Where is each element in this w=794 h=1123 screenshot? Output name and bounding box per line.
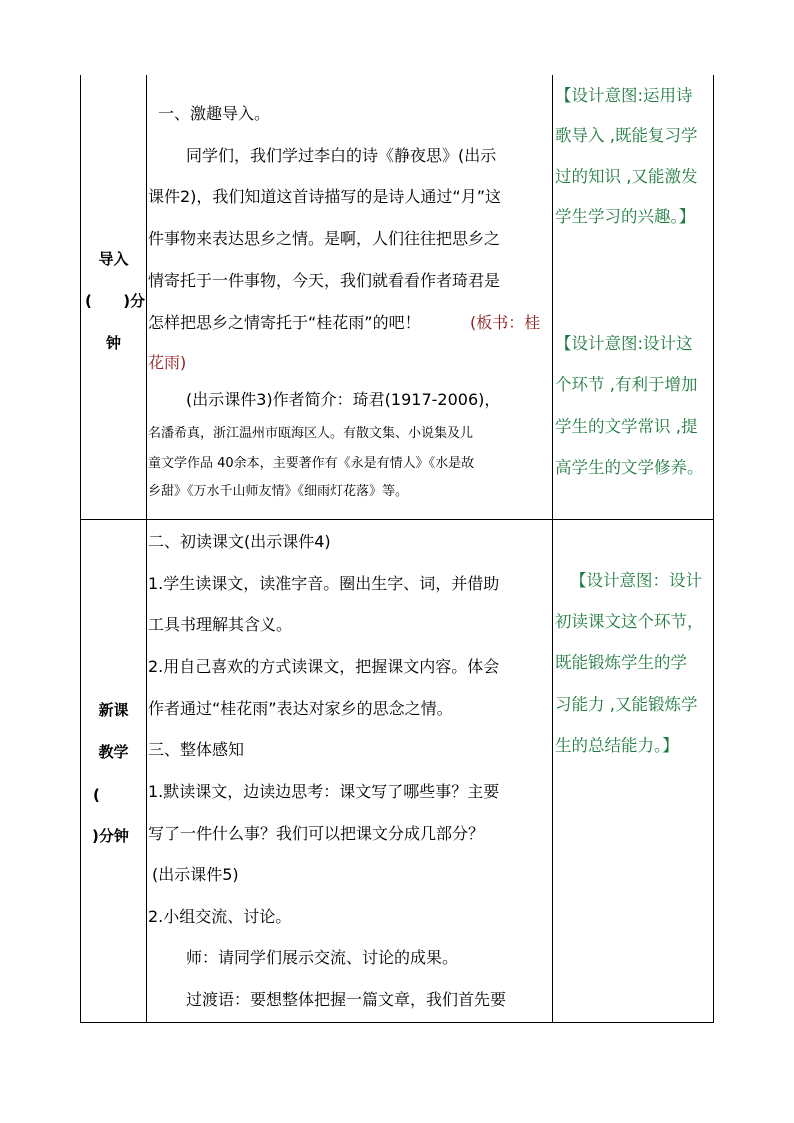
content-line: 过渡语：要想整体把握一篇文章，我们首先要 (186, 990, 507, 1009)
paragraph-line: 童文学作品 40余本，主要著作有《永是有情人》《水是故 (148, 456, 475, 471)
paragraph-line: 名潘希真，浙江温州市瓯海区人。有散文集、小说集及儿 (148, 426, 474, 441)
design-note-line: 生的总结能力。】 (555, 736, 679, 755)
design-note-line: 【设计意图：设计 (570, 571, 702, 590)
content-line: 1.默读课文，边读边思考：课文写了哪些事？主要 (148, 782, 500, 801)
board-note: (板书：桂 (470, 313, 541, 332)
paragraph-line: 课件2)，我们知道这首诗描写的是诗人通过“月”这 (148, 187, 502, 206)
row-label-line: 教学 (98, 743, 129, 761)
content-line: 师：请同学们展示交流、讨论的成果。 (186, 948, 459, 967)
content-line: 1.学生读课文，读准字音。圈出生字、词，并借助 (148, 574, 500, 593)
paragraph-line: 乡甜》《万水千山师友情》《细雨灯花落》等。 (148, 484, 409, 499)
row-label-line: 新课 (98, 701, 129, 719)
design-note-line: 学生的文学常识 ,提 (555, 417, 698, 436)
content-line: (出示课件5) (152, 865, 239, 884)
table-bottom-border (80, 1022, 714, 1023)
row-label-line: 钟 (105, 334, 121, 352)
section-heading: 一、激趣导入。 (158, 104, 271, 123)
design-note-line: 【设计意图:运用诗 (555, 86, 693, 105)
content-line: 2.小组交流、讨论。 (148, 907, 292, 926)
paragraph-line: (出示课件3)作者简介：琦君(1917-2006)， (186, 390, 501, 409)
board-note: 花雨) (148, 353, 187, 372)
design-note-line: 既能锻炼学生的学 (555, 653, 687, 672)
row-label-line: 导入 (98, 250, 129, 268)
design-note-line: 【设计意图:设计这 (555, 334, 693, 353)
col-divider-1 (146, 75, 147, 1023)
content-line: 2.用自己喜欢的方式读课文，把握课文内容。体会 (148, 657, 500, 676)
row-label-line: )分钟 (92, 827, 129, 845)
design-note-line: 高学生的文学修养。 (555, 458, 704, 477)
row-label-line: ( )分 (85, 292, 146, 310)
content-line: 作者通过“桂花雨”表达对家乡的思念之情。 (148, 699, 453, 718)
content-line: 工具书理解其含义。 (148, 615, 293, 634)
row-label-line: ( (93, 786, 100, 804)
content-line: 二、初读课文(出示课件4) (148, 532, 331, 551)
paragraph-line: 件事物来表达思乡之情。是啊，人们往往把思乡之 (148, 229, 501, 248)
paragraph-line: 同学们，我们学过李白的诗《静夜思》(出示 (186, 146, 497, 165)
design-note-line: 个环节 ,有利于增加 (555, 375, 698, 394)
content-line: 三、整体感知 (148, 740, 245, 759)
col-divider-2 (552, 75, 553, 1023)
table-right-border (713, 75, 714, 1023)
design-note-line: 习能力 ,又能锻炼学 (555, 695, 698, 714)
content-line: 写了一件什么事？我们可以把课文分成几部分？ (148, 824, 485, 843)
paragraph-line: 情寄托于一件事物，今天，我们就看看作者琦君是 (148, 271, 501, 290)
paragraph-line: 怎样把思乡之情寄托于“桂花雨”的吧！ (148, 313, 421, 332)
table-left-border (80, 75, 81, 1023)
row-divider (80, 519, 714, 520)
design-note-line: 歌导入 ,既能复习学 (555, 126, 698, 145)
design-note-line: 学生学习的兴趣。】 (555, 207, 696, 226)
design-note-line: 过的知识 ,又能激发 (555, 167, 698, 186)
design-note-line: 初读课文这个环节， (555, 612, 704, 631)
